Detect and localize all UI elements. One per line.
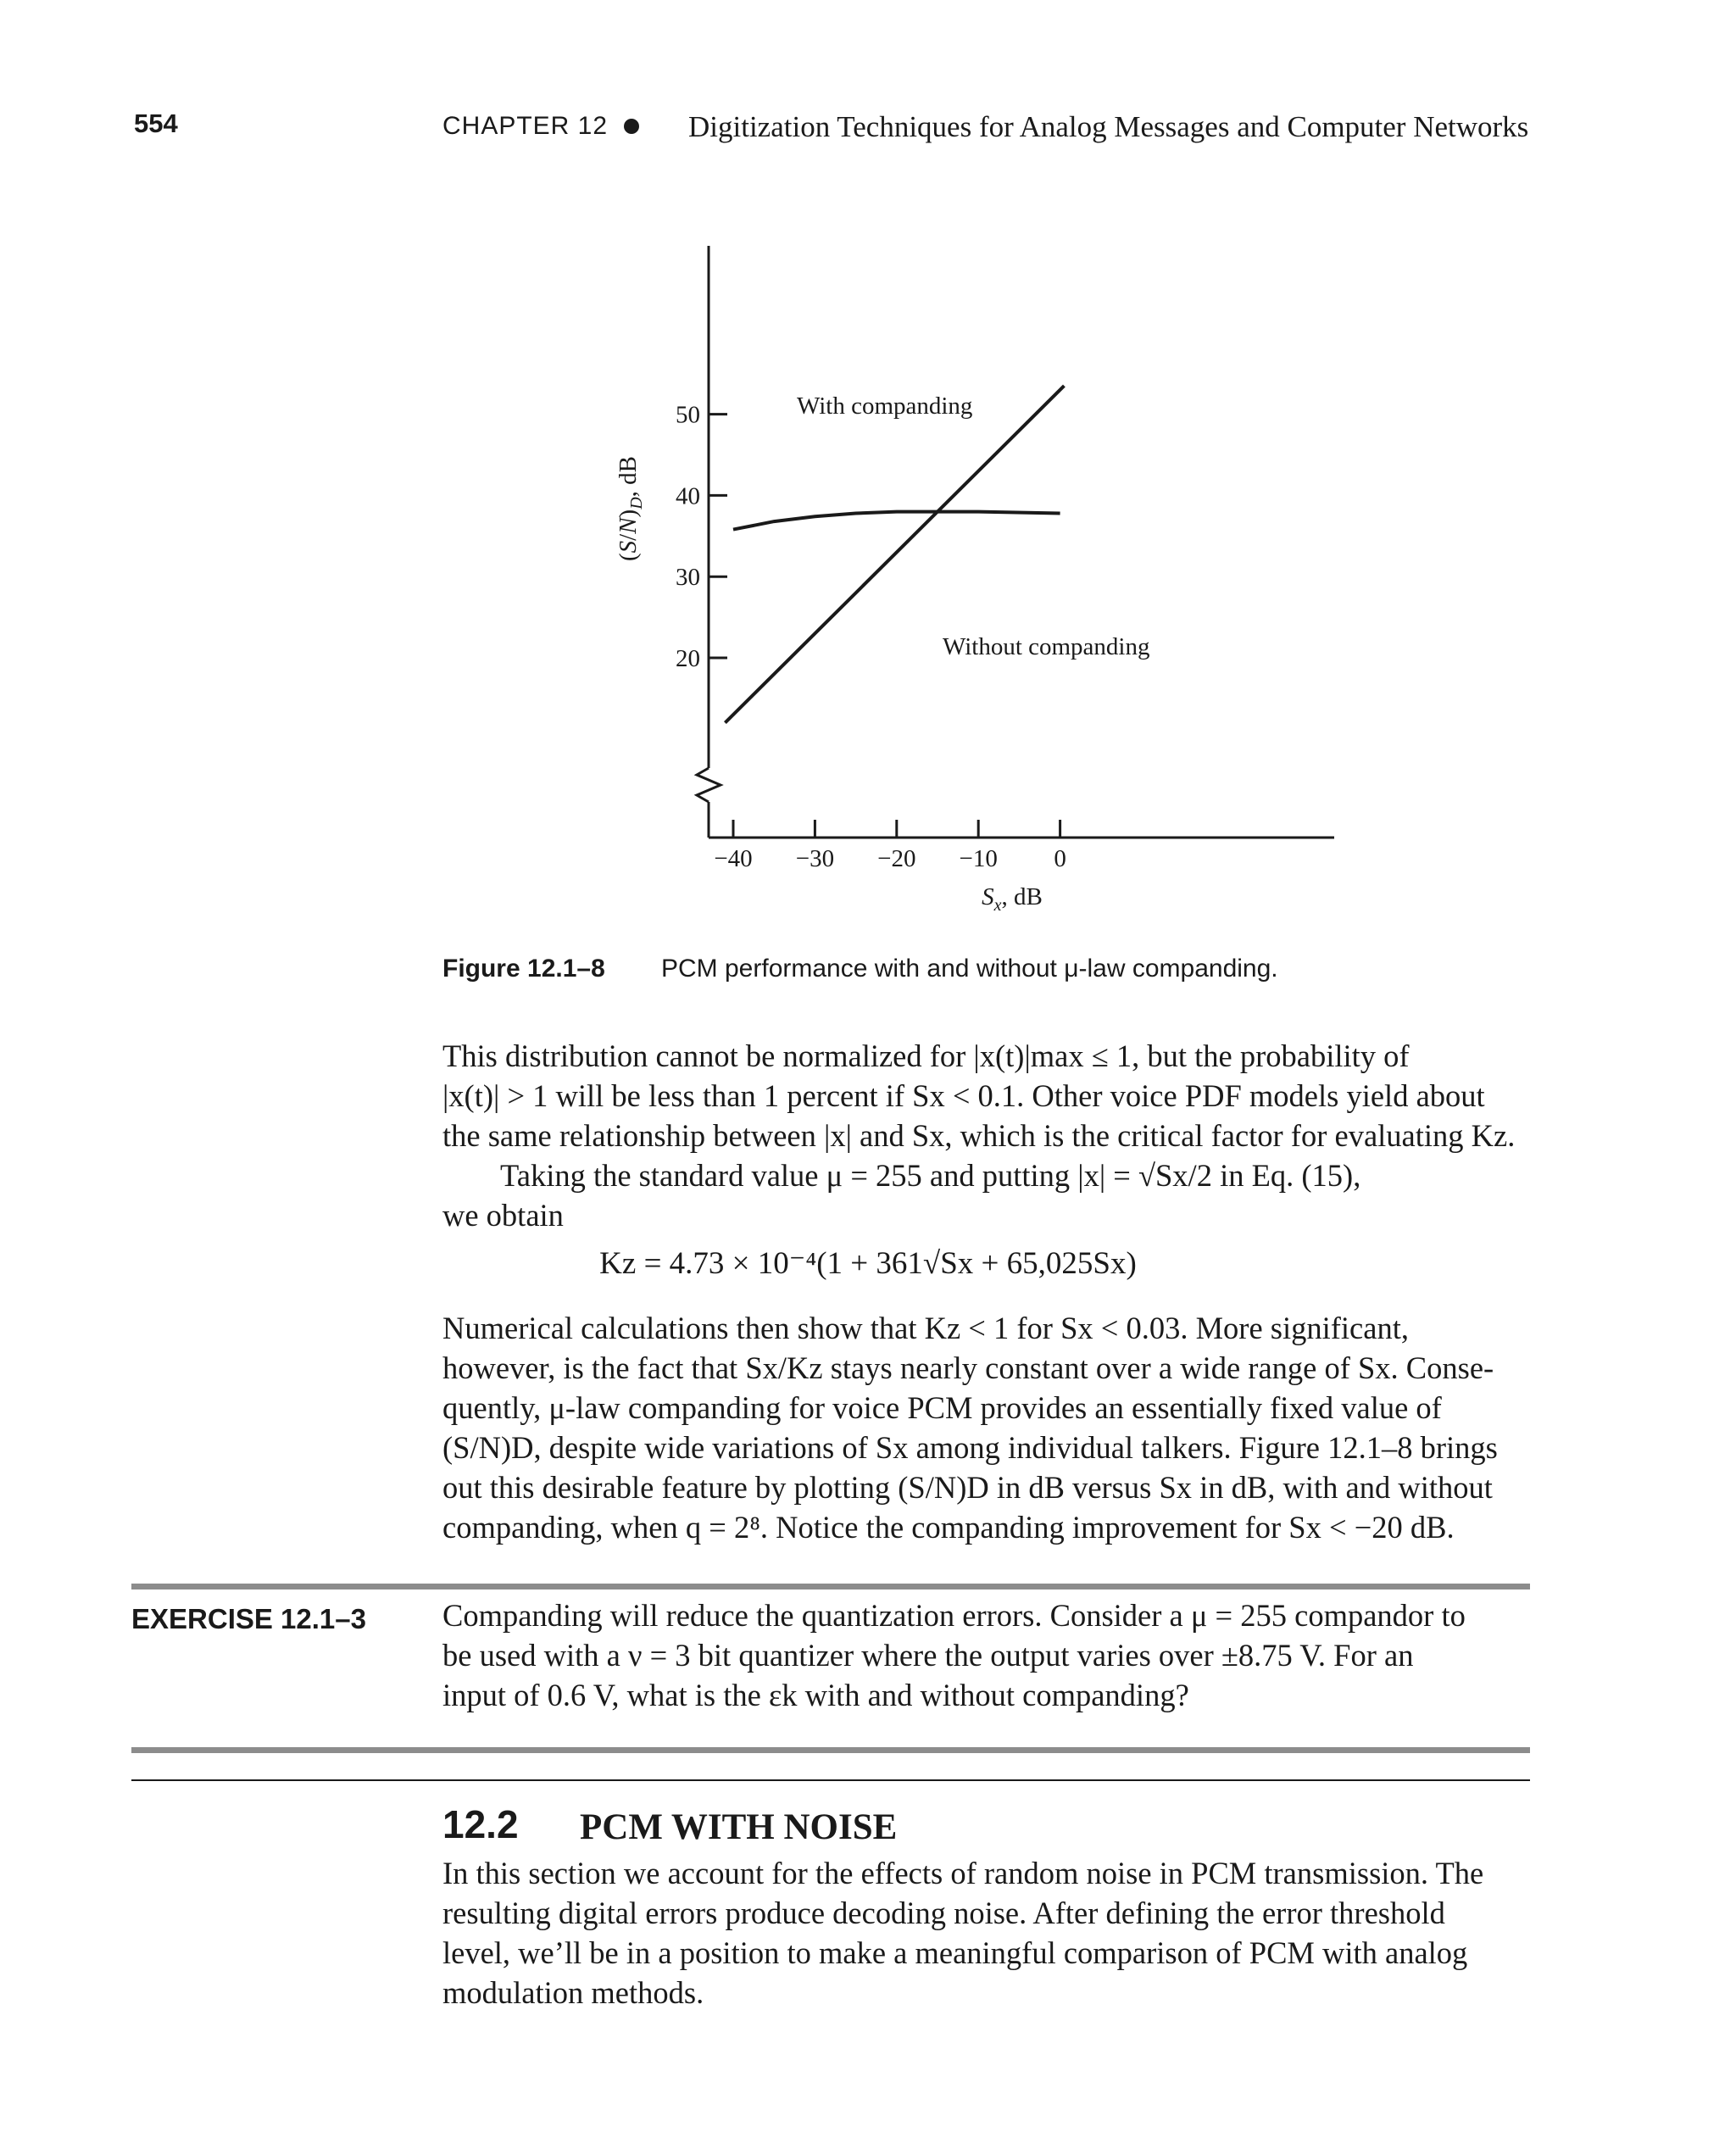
body-line: the same relationship between |x| and Sx, which is the critical factor for evaluating Kz. [442, 1118, 1516, 1153]
x-tick-label: −40 [714, 845, 753, 872]
chart-axes [697, 246, 1334, 838]
section-line: In this section we account for the effects of random noise in PCM transmission. The [442, 1856, 1484, 1890]
body-line: (S/N)D, despite wide variations of Sx among individual talkers. Figure 12.1–8 brings [442, 1430, 1498, 1465]
body-line: companding, when q = 2⁸. Notice the companding improvement for Sx < −20 dB. [442, 1510, 1455, 1545]
exercise-line: Companding will reduce the quantization errors. Consider a μ = 255 compandor to [442, 1598, 1466, 1633]
x-tick-label: 0 [1054, 845, 1066, 872]
body-line: Numerical calculations then show that Kz < 1 for Sx < 0.03. More significant, [442, 1311, 1409, 1345]
body-paragraphs-2 [442, 1308, 1529, 1547]
y-tick-label: 30 [676, 564, 700, 592]
body-line: however, is the fact that Sx/Kz stays nearly constant over a wide range of Sx. Conse- [442, 1350, 1494, 1385]
figure-caption-label: Figure 12.1–8 [442, 955, 605, 983]
section-line: modulation methods. [442, 1975, 704, 2010]
section-rule [131, 1779, 1530, 1781]
header-bullet [624, 119, 639, 134]
body-line: out this desirable feature by plotting (S/N)D in dB versus Sx in dB, with and without [442, 1470, 1493, 1505]
y-tick-label: 40 [676, 482, 700, 510]
chapter-title: Digitization Techniques for Analog Messages and Computer Networks [688, 110, 1529, 143]
exercise-text [442, 1595, 1529, 1715]
series-label-without-companding: Without companding [943, 633, 1150, 660]
x-tick-label: −20 [877, 845, 916, 872]
section-number: 12.2 [442, 1802, 519, 1846]
exercise-bottom-rule [131, 1747, 1530, 1753]
page-number: 554 [134, 109, 178, 138]
chapter-label: CHAPTER 12 [442, 112, 609, 140]
body-line: This distribution cannot be normalized for |x(t)|max ≤ 1, but the probability of [442, 1038, 1410, 1073]
series-label-with-companding: With companding [797, 392, 973, 420]
body-line: we obtain [442, 1198, 564, 1233]
series-line-without-companding [725, 386, 1064, 722]
exercise-line: input of 0.6 V, what is the εk with and without companding? [442, 1678, 1189, 1712]
section-title: PCM WITH NOISE [580, 1807, 898, 1847]
exercise-line: be used with a ν = 3 bit quantizer where the output varies over ±8.75 V. For an [442, 1638, 1414, 1673]
chart-series [725, 386, 1064, 722]
series-line-with-companding [733, 512, 1060, 530]
section-line: level, we’ll be in a position to make a meaningful comparison of PCM with analog [442, 1935, 1468, 1970]
y-axis-title: $(S/N)_D$, dB [615, 455, 646, 562]
axis-break-mark [697, 768, 721, 802]
section-line: resulting digital errors produce decoding noise. After defining the error threshold [442, 1896, 1445, 1930]
exercise-top-rule [131, 1584, 1530, 1589]
figure-caption-text: PCM performance with and without μ-law companding. [661, 955, 1278, 983]
x-tick-label: −10 [959, 845, 998, 872]
y-tick-label: 20 [676, 645, 700, 672]
body-line: |x(t)| > 1 will be less than 1 percent if Sx < 0.1. Other voice PDF models yield about [442, 1078, 1485, 1113]
figure-caption [442, 955, 1278, 983]
body-line: quently, μ-law companding for voice PCM provides an essentially fixed value of [442, 1390, 1442, 1425]
section-body [442, 1853, 1529, 2013]
y-tick-label: 50 [676, 401, 700, 429]
x-axis-title: $S_x$, dB [982, 883, 1043, 915]
exercise-label: EXERCISE 12.1–3 [131, 1603, 366, 1634]
equation-kz: Kz = 4.73 × 10⁻⁴(1 + 361√Sx + 65,025Sx) [599, 1246, 1137, 1281]
body-paragraphs-1 [442, 1036, 1529, 1235]
x-tick-label: −30 [795, 845, 835, 872]
figure-chart [593, 229, 1390, 924]
chart-ticks [709, 415, 1060, 838]
body-line: Taking the standard value μ = 255 and putting |x| = √Sx/2 in Eq. (15), [500, 1158, 1361, 1193]
